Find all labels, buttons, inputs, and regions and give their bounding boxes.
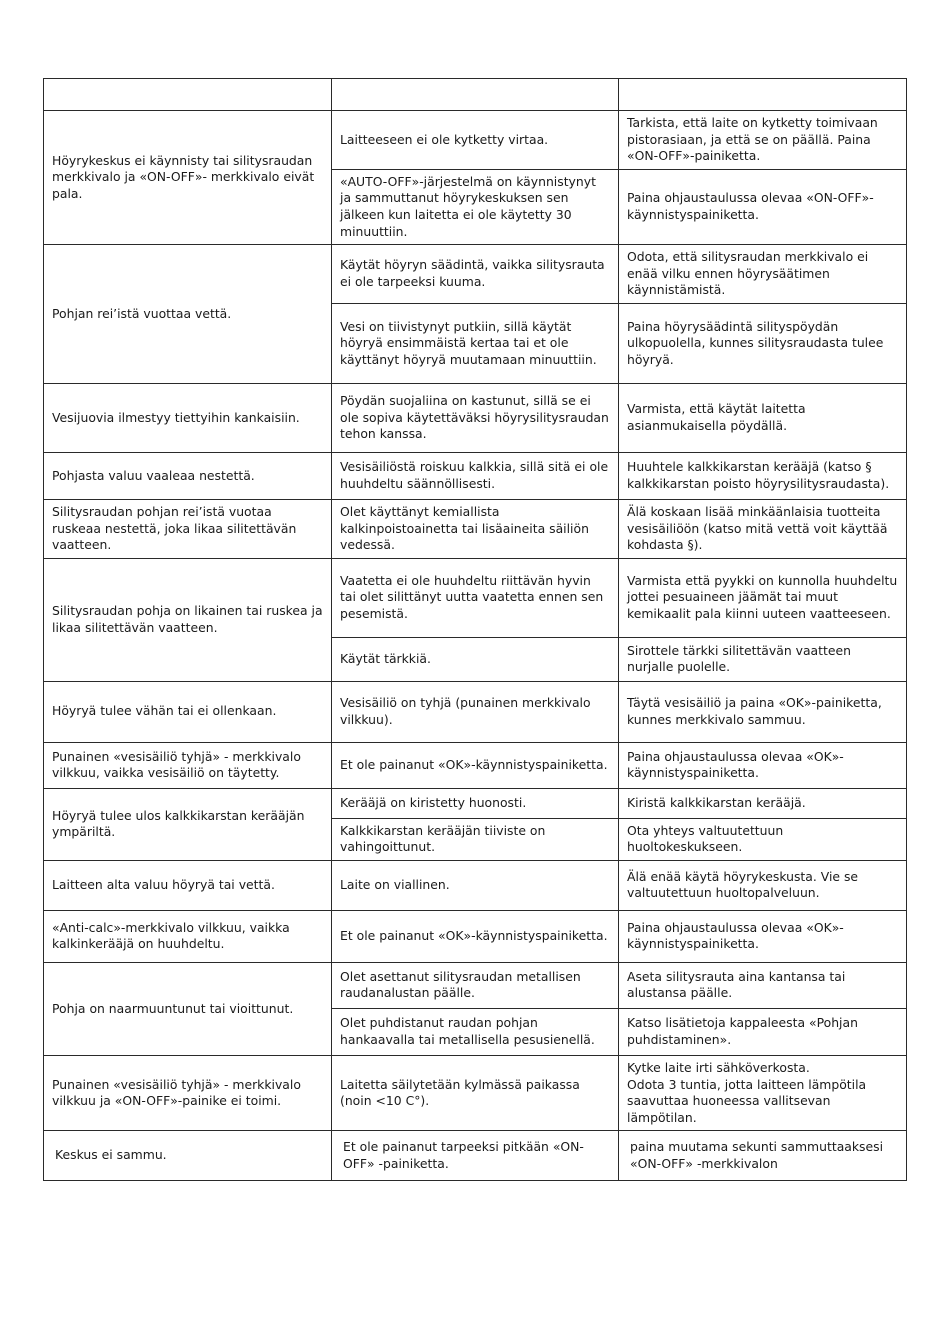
cause-cell: Vesi on tiivistynyt putkiin, sillä käytät höyryä ensimmäistä kertaa tai et ole käyttänyt höyryä muutamaan minuuttiin. [332, 303, 619, 383]
problem-cell: Höyrykeskus ei käynnisty tai silitysraudan merkkivalo ja «ON-OFF»- merkkivalo eivät pala. [44, 111, 332, 245]
table-row [44, 558, 907, 637]
solution-cell: Kytke laite irti sähköverkosta. Odota 3 tuntia, jotta laitteen lämpötila saavuttaa huoneessa vallitsevan lämpötilan. [619, 1055, 907, 1130]
cause-cell: Käytät höyryn säädintä, vaikka silitysrauta ei ole tarpeeksi kuuma. [332, 245, 619, 304]
cause-cell: Vaatetta ei ole huuhdeltu riittävän hyvin tai olet silittänyt uutta vaatetta ennen sen pesemistä. [332, 558, 619, 637]
problem-cell: Höyryä tulee ulos kalkkikarstan kerääjän ympäriltä. [44, 788, 332, 860]
cause-cell: Pöydän suojaliina on kastunut, sillä se ei ole sopiva käytettäväksi höyrysilitysraudan tehon kanssa. [332, 383, 619, 452]
cause-cell: «AUTO-OFF»-järjestelmä on käynnistynyt ja sammuttanut höyrykeskuksen sen jälkeen kun laitetta ei ole käytetty 30 minuuttiin. [332, 169, 619, 244]
cause-cell: Et ole painanut «OK»-käynnistyspainiketta. [332, 742, 619, 788]
problem-cell: Pohja on naarmuuntunut tai vioittunut. [44, 962, 332, 1055]
solution-cell: Paina höyrysäädintä silityspöydän ulkopuolella, kunnes silitysraudasta tulee höyryä. [619, 303, 907, 383]
solution-cell: Älä koskaan lisää minkäänlaisia tuotteita vesisäiliöön (katso mitä vettä voit käyttää kohdasta §). [619, 499, 907, 558]
solution-cell: Paina ohjaustaulussa olevaa «ON-OFF»-käynnistyspainiketta. [619, 169, 907, 244]
solution-cell: Ota yhteys valtuutettuun huoltokeskukseen. [619, 818, 907, 860]
table-row [44, 742, 907, 788]
problem-cell: Punainen «vesisäiliö tyhjä» - merkkivalo vilkkuu ja «ON-OFF»-painike ei toimi. [44, 1055, 332, 1130]
header-cell-cause [332, 79, 619, 111]
cause-cell: Vesisäiliöstä roiskuu kalkkia, sillä sitä ei ole huuhdeltu säännöllisesti. [332, 452, 619, 499]
table-row [44, 452, 907, 499]
table-row [44, 1055, 907, 1130]
solution-cell: Tarkista, että laite on kytketty toimivaan pistorasiaan, ja että se on päällä. Paina «ON-OFF»-painiketta. [619, 111, 907, 170]
solution-cell: Kiristä kalkkikarstan kerääjä. [619, 788, 907, 818]
header-cell-problem [44, 79, 332, 111]
solution-cell: Täytä vesisäiliö ja paina «OK»-painiketta, kunnes merkkivalo sammuu. [619, 681, 907, 742]
problem-cell: «Anti-calc»-merkkivalo vilkkuu, vaikka kalkinkerääjä on huuhdeltu. [44, 910, 332, 962]
problem-cell: Keskus ei sammu. [44, 1131, 332, 1181]
cause-cell: Olet käyttänyt kemiallista kalkinpoistoainetta tai lisäaineita säiliön vedessä. [332, 499, 619, 558]
table-row [44, 910, 907, 962]
problem-cell: Punainen «vesisäiliö tyhjä» - merkkivalo vilkkuu, vaikka vesisäiliö on täytetty. [44, 742, 332, 788]
cause-cell: Laitetta säilytetään kylmässä paikassa (noin <10 C°). [332, 1055, 619, 1130]
table-row [44, 962, 907, 1008]
cause-cell: Laitteeseen ei ole kytketty virtaa. [332, 111, 619, 170]
problem-cell: Vesijuovia ilmestyy tiettyihin kankaisiin. [44, 383, 332, 452]
table-row [44, 788, 907, 818]
cause-cell: Et ole painanut «OK»-käynnistyspainiketta. [332, 910, 619, 962]
solution-cell: Sirottele tärkki silitettävän vaatteen nurjalle puolelle. [619, 637, 907, 681]
header-cell-solution [619, 79, 907, 111]
table-row [44, 860, 907, 910]
table-row [44, 1131, 907, 1181]
solution-cell: Paina ohjaustaulussa olevaa «OK»-käynnistyspainiketta. [619, 742, 907, 788]
table-row [44, 111, 907, 170]
cause-cell: Käytät tärkkiä. [332, 637, 619, 681]
solution-cell: paina muutama sekunti sammuttaaksesi «ON-OFF» -merkkivalon [619, 1131, 907, 1181]
cause-cell: Olet asettanut silitysraudan metallisen raudanalustan päälle. [332, 962, 619, 1008]
problem-cell: Pohjan rei’istä vuottaa vettä. [44, 245, 332, 384]
table-row [44, 681, 907, 742]
cause-cell: Kalkkikarstan kerääjän tiiviste on vahingoittunut. [332, 818, 619, 860]
problem-cell: Laitteen alta valuu höyryä tai vettä. [44, 860, 332, 910]
cause-cell: Kerääjä on kiristetty huonosti. [332, 788, 619, 818]
solution-cell: Varmista että pyykki on kunnolla huuhdeltu jottei pesuaineen jäämät tai muut kemikaalit pala kiinni uuteen vaatteeseen. [619, 558, 907, 637]
cause-cell: Olet puhdistanut raudan pohjan hankaavalla tai metallisella pesusienellä. [332, 1008, 619, 1055]
header-row [44, 79, 907, 111]
solution-cell: Aseta silitysrauta aina kantansa tai alustansa päälle. [619, 962, 907, 1008]
solution-cell: Huuhtele kalkkikarstan kerääjä (katso § kalkkikarstan poisto höyrysilitysraudasta). [619, 452, 907, 499]
problem-cell: Pohjasta valuu vaaleaa nestettä. [44, 452, 332, 499]
troubleshooting-table [43, 78, 907, 1181]
table-row [44, 499, 907, 558]
problem-cell: Silitysraudan pohja on likainen tai ruskea ja likaa silitettävän vaatteen. [44, 558, 332, 681]
table-row [44, 383, 907, 452]
solution-cell: Odota, että silitysraudan merkkivalo ei enää vilku ennen höyrysäätimen käynnistämistä. [619, 245, 907, 304]
problem-cell: Silitysraudan pohjan rei’istä vuotaa ruskeaa nestettä, joka likaa silitettävän vaatteen. [44, 499, 332, 558]
cause-cell: Et ole painanut tarpeeksi pitkään «ON-OFF» -painiketta. [332, 1131, 619, 1181]
solution-cell: Katso lisätietoja kappaleesta «Pohjan puhdistaminen». [619, 1008, 907, 1055]
solution-cell: Paina ohjaustaulussa olevaa «OK»-käynnistyspainiketta. [619, 910, 907, 962]
solution-cell: Varmista, että käytät laitetta asianmukaisella pöydällä. [619, 383, 907, 452]
table-row [44, 245, 907, 304]
cause-cell: Vesisäiliö on tyhjä (punainen merkkivalo vilkkuu). [332, 681, 619, 742]
cause-cell: Laite on viallinen. [332, 860, 619, 910]
solution-cell: Älä enää käytä höyrykeskusta. Vie se valtuutettuun huoltopalveluun. [619, 860, 907, 910]
problem-cell: Höyryä tulee vähän tai ei ollenkaan. [44, 681, 332, 742]
